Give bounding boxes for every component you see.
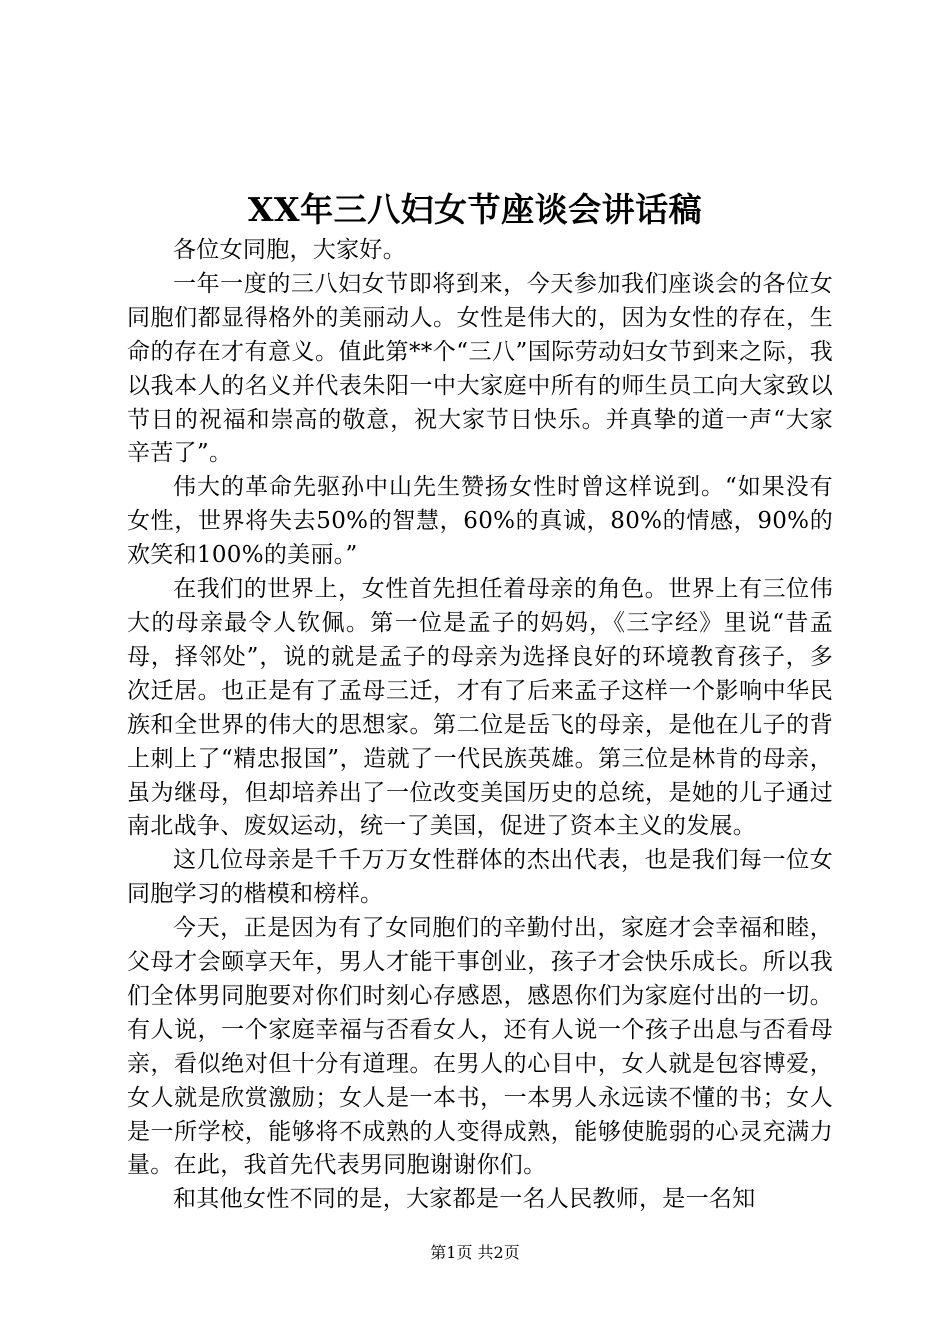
paragraph-teachers: 和其他女性不同的是，大家都是一名人民教师，是一名知: [173, 1186, 756, 1213]
paragraph-quote: 伟大的革命先驱孙中山先生赞扬女性时曾这样说到。“如果没有女性，世界将失去50%的智慧，60%的真诚，80%的情感，90%的欢笑和100%的美丽。”: [127, 474, 833, 569]
paragraph-mothers: 在我们的世界上，女性首先担任着母亲的角色。世界上有三位伟大的母亲最令人钦佩。第一位是孟子的妈妈，《三字经》里说“昔孟母，择邻处”，说的就是孟子的母亲为选择良好的环境教育孩子，多次迁居。也正是有了孟母三迁，才有了后来孟子这样一个影响中华民族和全世界的伟大的思想家。第二位是岳飞的母亲，是他在儿子的背上刺上了“精忠报国”，造就了一代民族英雄。第三位是林肯的母亲，虽为继母，但却培养出了一位改变美国历史的总统，是她的儿子通过南北战争、废奴运动，统一了美国，促进了资本主义的发展。: [127, 576, 833, 840]
paragraph-greeting: 各位女同胞，大家好。: [173, 237, 406, 263]
paragraph-role-models: 这几位母亲是千千万万女性群体的杰出代表，也是我们每一位女同胞学习的楷模和榜样。: [127, 847, 833, 908]
document-body: [127, 234, 833, 1217]
page-footer: 第1页 共2页: [430, 1243, 520, 1262]
paragraph-gratitude: 今天，正是因为有了女同胞们的辛勤付出，家庭才会幸福和睦，父母才会颐享天年，男人才能干事创业，孩子才会快乐成长。所以我们全体男同胞要对你们时刻心存感恩，感恩你们为家庭付出的一切。有人说，一个家庭幸福与否看女人，还有人说一个孩子出息与否看母亲，看似绝对但十分有道理。在男人的心目中，女人就是包容博爱，女人就是欣赏激励；女人是一本书，一本男人永远读不懂的书；女人是一所学校，能够将不成熟的人变得成熟，能够使脆弱的心灵充满力量。在此，我首先代表男同胞谢谢你们。: [127, 915, 833, 1179]
document-title: XX年三八妇女节座谈会讲话稿: [247, 190, 703, 229]
paragraph-opening: 一年一度的三八妇女节即将到来，今天参加我们座谈会的各位女同胞们都显得格外的美丽动人。女性是伟大的，因为女性的存在，生命的存在才有意义。值此第**个“三八”国际劳动妇女节到来之际，我以我本人的名义并代表朱阳一中大家庭中所有的师生员工向大家致以节日的祝福和崇高的敬意，祝大家节日快乐。并真挚的道一声“大家辛苦了”。: [127, 270, 833, 467]
